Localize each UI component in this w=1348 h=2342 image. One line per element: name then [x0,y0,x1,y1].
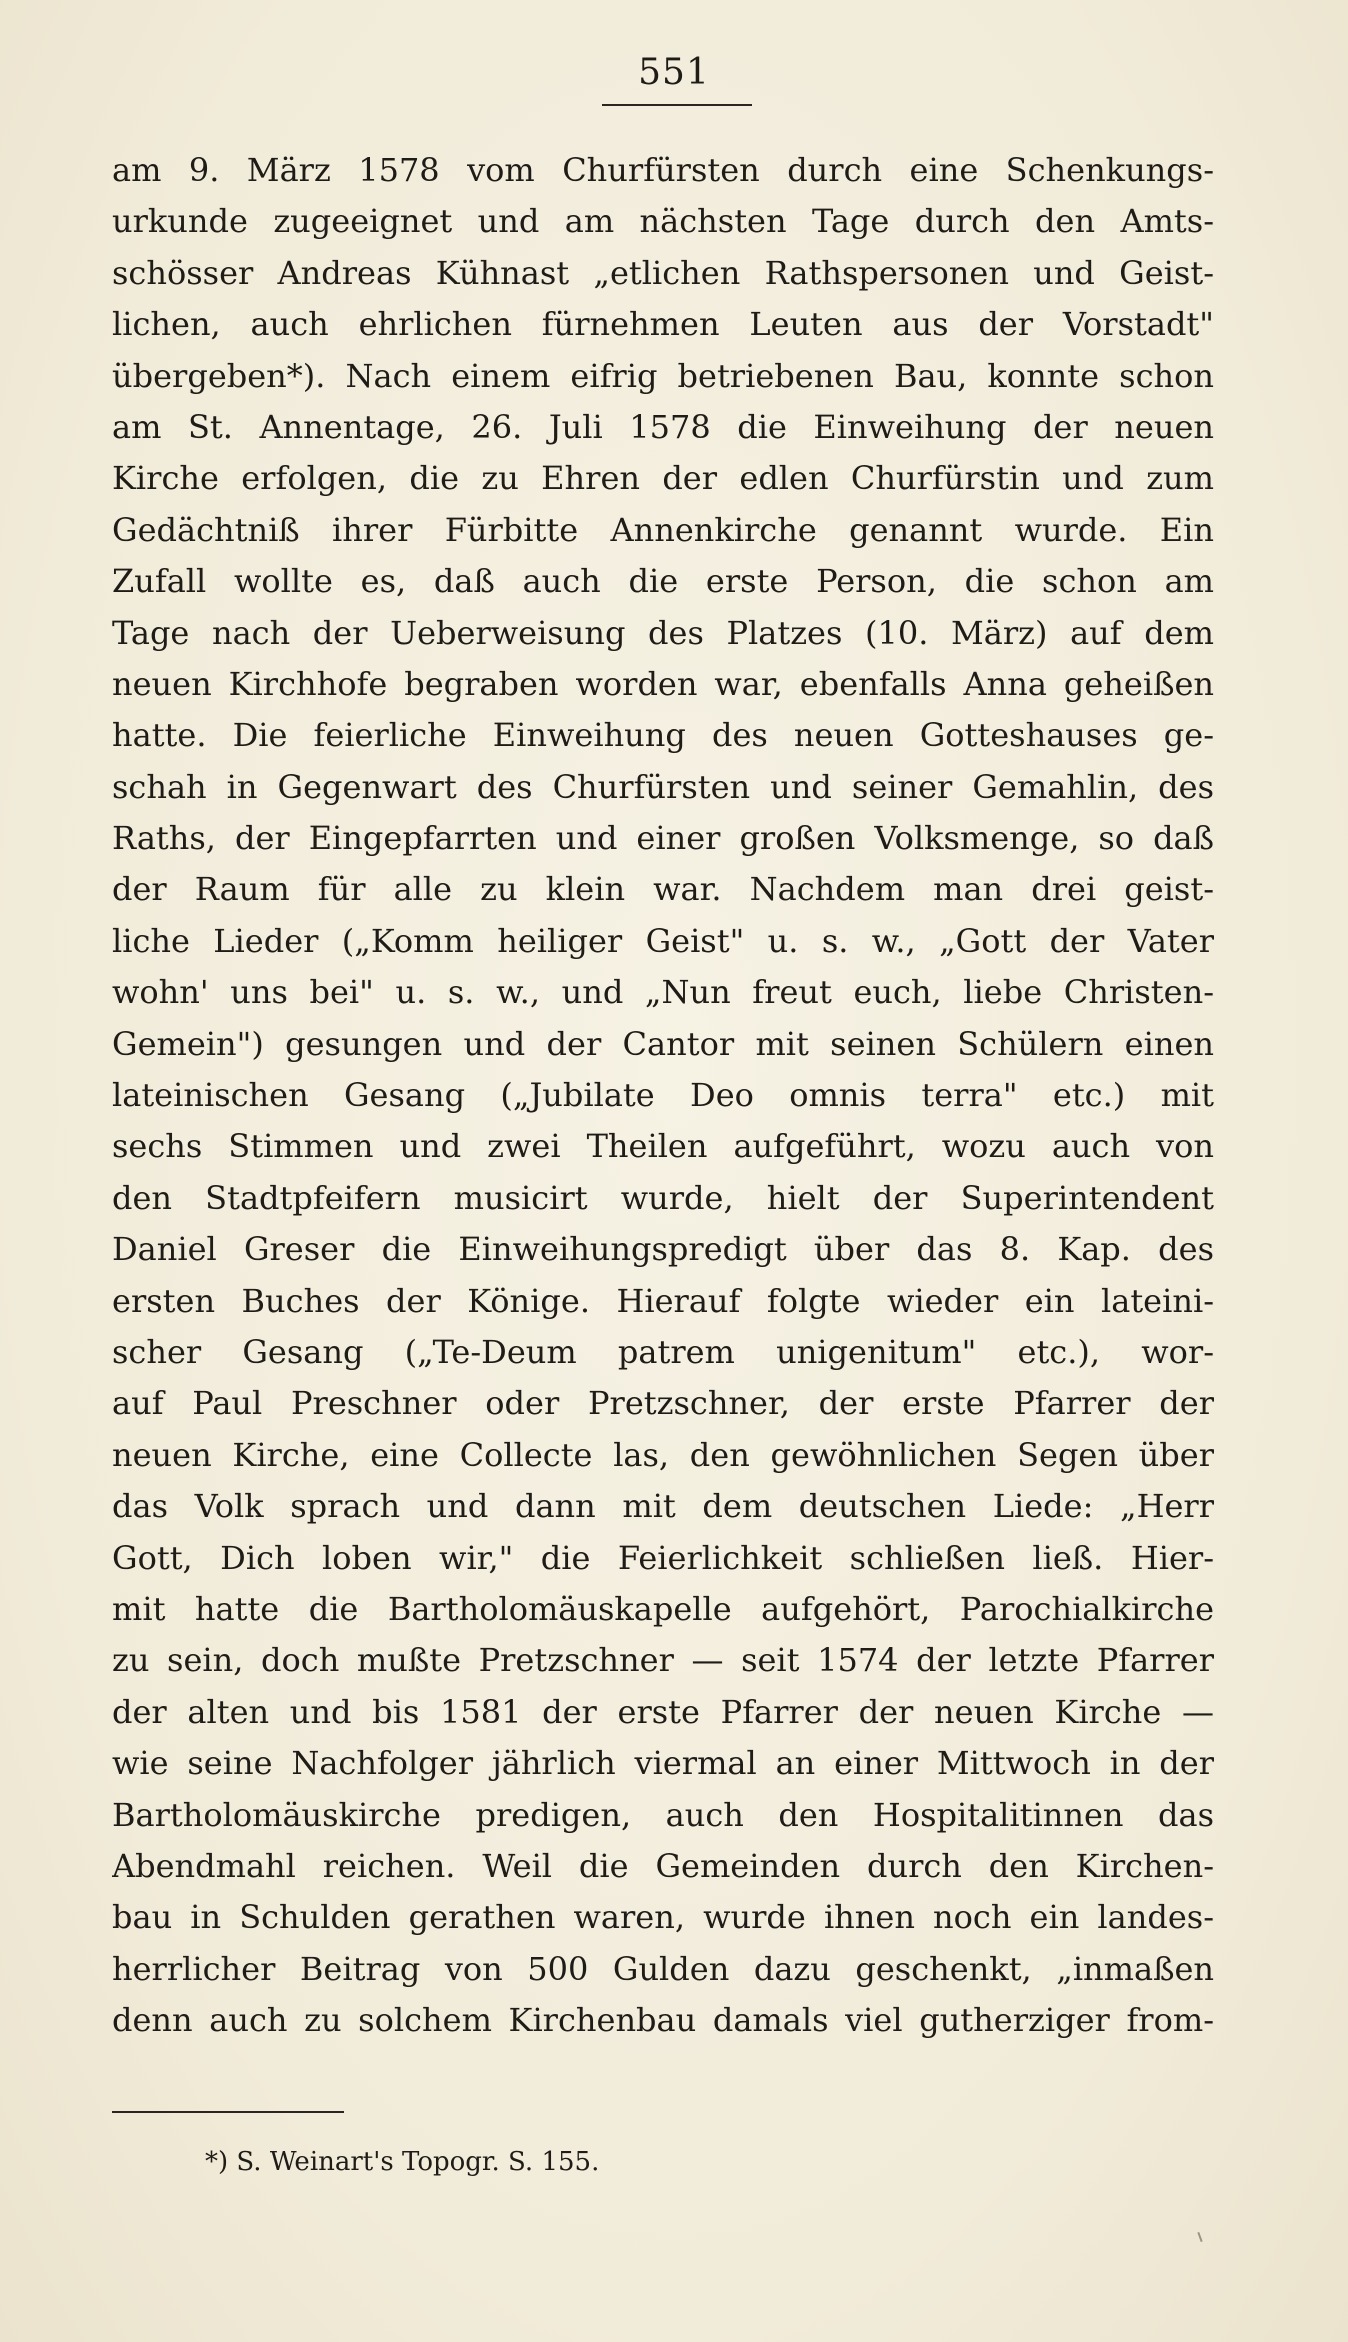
text-line: den Stadtpfeifern musicirt wurde, hielt der Superintendent [112,1178,1214,1217]
text-line: mit hatte die Bartholomäuskapelle aufgehört, Parochialkirche [112,1589,1214,1628]
text-line: übergeben*). Nach einem eifrig betriebenen Bau, konnte schon [112,356,1214,395]
text-line: Zufall wollte es, daß auch die erste Person, die schon am [112,562,1214,601]
text-line: der alten und bis 1581 der erste Pfarrer der neuen Kirche — [112,1692,1214,1731]
text-line: Daniel Greser die Einweihungspredigt über das 8. Kap. des [112,1230,1214,1269]
text-line: am 9. März 1578 vom Churfürsten durch eine Schenkungs- [112,151,1214,189]
footnote: *) S. Weinart's Topogr. S. 155. [205,2147,600,2177]
text-line: hatte. Die feierliche Einweihung des neuen Gotteshauses ge- [112,716,1214,755]
page-number: 551 [638,52,710,93]
text-line: Kirche erfolgen, die zu Ehren der edlen Churfürstin und zum [112,459,1214,498]
text-line: urkunde zugeeignet und am nächsten Tage durch den Amts- [112,202,1214,241]
text-line: sechs Stimmen und zwei Theilen aufgeführt, wozu auch von [112,1127,1214,1166]
paper-speck [1197,2232,1202,2242]
text-line: scher Gesang („Te-Deum patrem unigenitum" etc.), wor- [112,1332,1214,1371]
text-line: schah in Gegenwart des Churfürsten und seiner Gemahlin, des [112,767,1214,806]
text-line: wohn' uns bei" u. s. w., und „Nun freut euch, liebe Christen- [112,973,1214,1012]
text-line: zu sein, doch mußte Pretzschner — seit 1574 der letzte Pfarrer [112,1641,1214,1680]
text-line: Gott, Dich loben wir," die Feierlichkeit schließen ließ. Hier- [112,1538,1214,1577]
text-line: bau in Schulden gerathen waren, wurde ihnen noch ein landes- [112,1898,1214,1937]
text-line: lateinischen Gesang („Jubilate Deo omnis terra" etc.) mit [112,1076,1214,1115]
text-line: am St. Annentage, 26. Juli 1578 die Einweihung der neuen [112,407,1214,446]
text-line: neuen Kirche, eine Collecte las, den gewöhnlichen Segen über [112,1435,1214,1474]
text-line: neuen Kirchhofe begraben worden war, ebenfalls Anna geheißen [112,664,1214,703]
page-number-rule [602,104,752,106]
footnote-rule [112,2111,344,2113]
text-line: Gedächtniß ihrer Fürbitte Annenkirche genannt wurde. Ein [112,510,1214,549]
text-line: liche Lieder („Komm heiliger Geist" u. s. w., „Gott der Vater [112,921,1214,960]
text-line: ersten Buches der Könige. Hierauf folgte wieder ein lateini- [112,1281,1214,1320]
text-line: Gemein") gesungen und der Cantor mit seinen Schülern einen [112,1024,1214,1063]
text-line: auf Paul Preschner oder Pretzschner, der erste Pfarrer der [112,1384,1214,1423]
text-line: Raths, der Eingepfarrten und einer großen Volksmenge, so daß [112,819,1214,858]
text-line: Abendmahl reichen. Weil die Gemeinden durch den Kirchen- [112,1846,1214,1885]
text-line: Bartholomäuskirche predigen, auch den Hospitalitinnen das [112,1795,1214,1834]
text-line: der Raum für alle zu klein war. Nachdem man drei geist- [112,870,1214,909]
body-text [112,145,1214,2046]
text-line: schösser Andreas Kühnast „etlichen Rathspersonen und Geist- [112,253,1214,292]
text-line: wie seine Nachfolger jährlich viermal an einer Mittwoch in der [112,1744,1214,1783]
text-line: lichen, auch ehrlichen fürnehmen Leuten aus der Vorstadt" [112,305,1214,344]
text-line: Tage nach der Ueberweisung des Platzes (10. März) auf dem [112,613,1214,652]
text-line: das Volk sprach und dann mit dem deutschen Liede: „Herr [112,1487,1214,1526]
text-line: denn auch zu solchem Kirchenbau damals viel gutherziger from- [112,2001,1214,2040]
text-line: herrlicher Beitrag von 500 Gulden dazu geschenkt, „inmaßen [112,1949,1214,1988]
